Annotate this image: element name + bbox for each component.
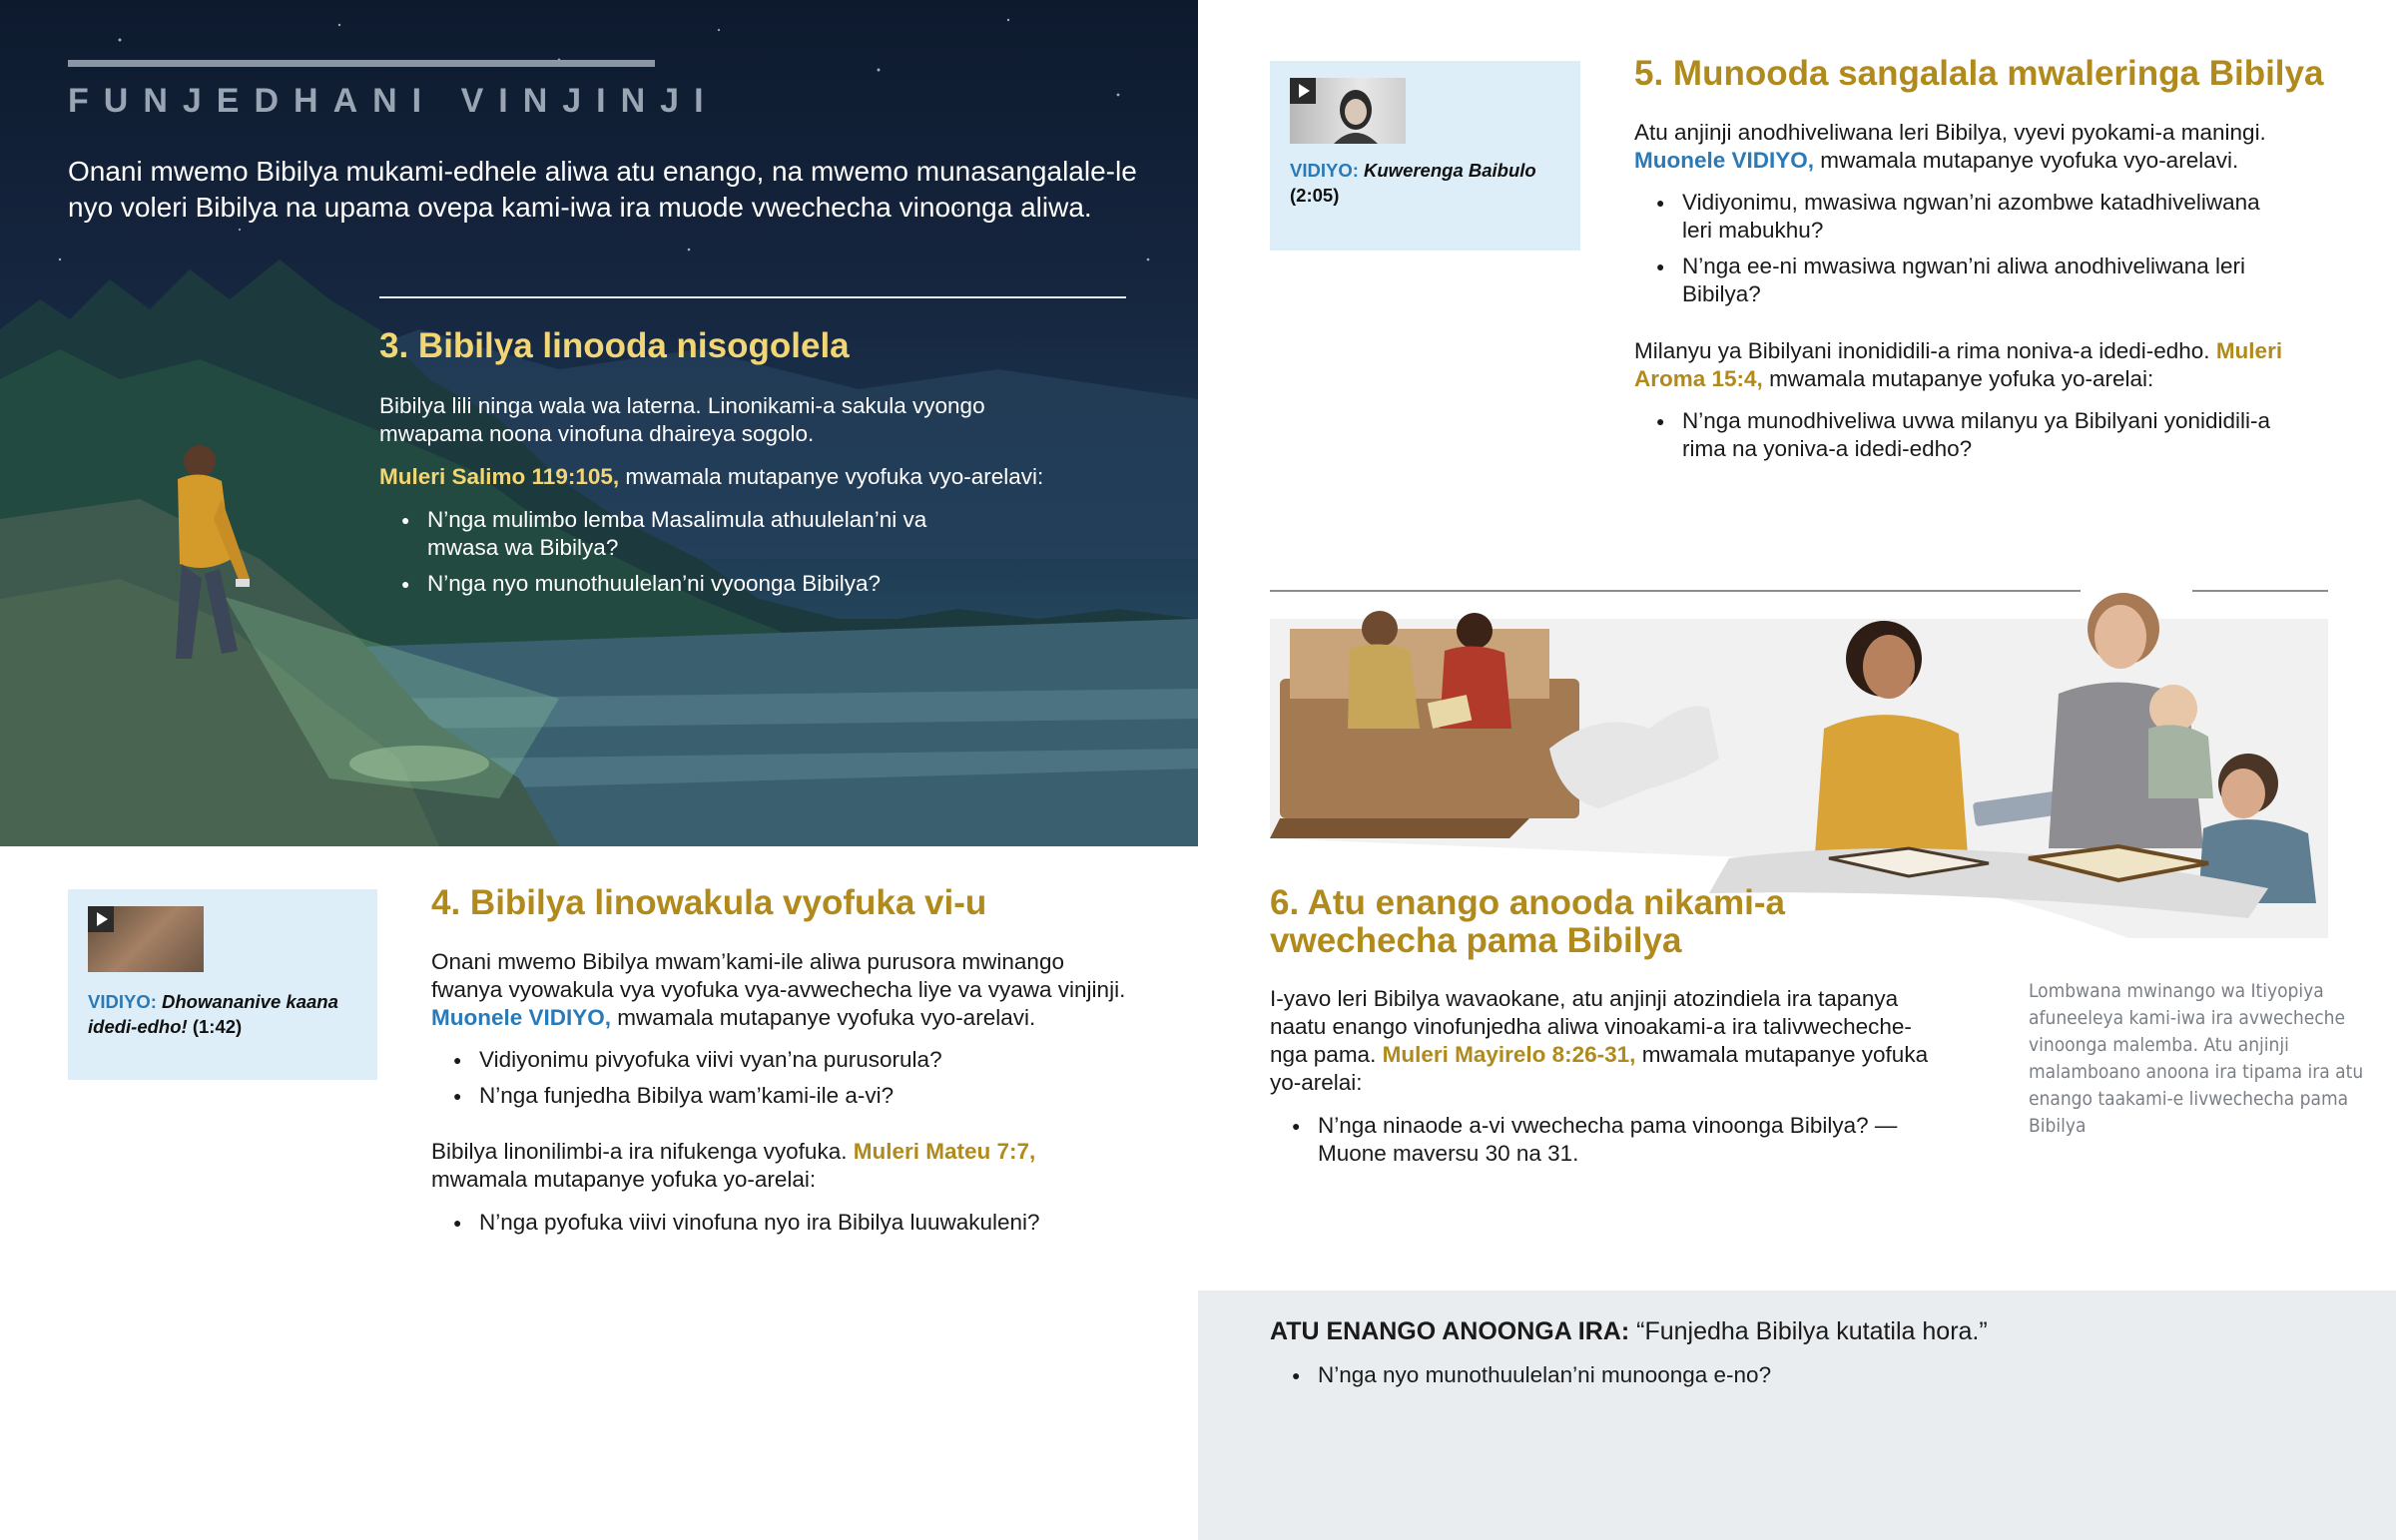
video-box-section-5[interactable] — [1270, 61, 1580, 251]
scripture-reference-link[interactable]: Muleri Salimo 119:105, — [379, 464, 620, 489]
intro-paragraph: Onani mwemo Bibilya mukami-edhele aliwa atu enango, na mwemo munasangalale-le nyo voleri Bibilya na upama ovepa kami-iwa ira muode vwechecha vinoonga aliwa. — [68, 156, 1137, 223]
section-3-reference-line: Muleri Salimo 119:105, mwamala mutapanye vyofuka vyo-arelavi: — [379, 464, 1044, 489]
header-rule — [68, 60, 655, 67]
question-item: ● N’nga munodhiveliwa uvwa milanyu ya Bibilyani yonididili-a rima na yoniva-a idedi-edho? — [1634, 407, 2273, 463]
video-thumbnail[interactable] — [1290, 78, 1406, 144]
section-3-questions — [379, 506, 948, 606]
section-4-questions-2 — [431, 1209, 1130, 1245]
section-kicker: FUNJEDHANI VINJINJI — [68, 82, 719, 120]
section-5-questions-1 — [1634, 189, 2273, 316]
section-5-body-1: Atu anjinji anodhiveliwana leri Bibilya, vyevi pyokami-a maningi. Muonele VIDIYO, mwamala mutapanye vyofuka vyo-arelavi. — [1634, 120, 2266, 173]
section-4-body-1: Onani mwemo Bibilya mwam’kami-ile aliwa purusora mwinango fwanya vyowakula vya vyofuka vya-avwechecha liye va vyawa vinjinji. Muonele VIDIYO, mwamala mutapanye vyofuka vyo-arelavi. — [431, 949, 1126, 1030]
question-item: ● N’nga ee-ni mwasiwa ngwan’ni aliwa anodhiveliwana leri Bibilya? — [1634, 253, 2273, 308]
night-scene-panel — [0, 0, 1198, 846]
section-4-body-2: Bibilya linonilimbi-a ira nifukenga vyofuka. Muleri Mateu 7:7, mwamala mutapanye yofuka yo-arelai: — [431, 1139, 1036, 1192]
video-thumbnail[interactable] — [88, 906, 204, 972]
video-caption: VIDIYO: Dhowananive kaana idedi-edho! (1:42) — [88, 991, 338, 1037]
scripture-reference-link[interactable]: Muleri Mayirelo 8:26-31, — [1382, 1042, 1636, 1067]
section-6-questions — [1270, 1112, 1909, 1176]
video-box-section-4[interactable] — [68, 889, 377, 1080]
summary-box — [1198, 1290, 2396, 1540]
watch-video-link[interactable]: Muonele VIDIYO, — [1634, 148, 1815, 173]
question-item: ● N’nga nyo munothuulelan’ni munoonga e-no? — [1270, 1361, 2348, 1389]
question-item: ● N’nga funjedha Bibilya wam’kami-ile a-vi? — [431, 1082, 1130, 1110]
play-icon[interactable] — [1290, 78, 1316, 104]
summary-questions — [1270, 1361, 2348, 1397]
section-5-title: 5. Munooda sangalala mwaleringa Bibilya — [1634, 54, 2324, 93]
question-item: ● Vidiyonimu pivyofuka viivi vyan’na purusorula? — [431, 1046, 1130, 1074]
watch-video-link[interactable]: Muonele VIDIYO, — [431, 1005, 612, 1030]
question-item: ● N’nga ninaode a-vi vwechecha pama vinoonga Bibilya? —Muone maversu 30 na 31. — [1270, 1112, 1909, 1168]
question-item: ● N’nga pyofuka viivi vinofuna nyo ira Bibilya luuwakuleni? — [431, 1209, 1130, 1237]
scripture-reference-link[interactable]: Muleri Aroma 15:4, — [1634, 338, 2283, 391]
video-caption: VIDIYO: Kuwerenga Baibulo (2:05) — [1290, 160, 1536, 206]
section-5-body-2: Milanyu ya Bibilyani inonididili-a rima noniva-a idedi-edho. Muleri Aroma 15:4, mwamala mutapanye yofuka yo-arelai: — [1634, 338, 2283, 391]
question-item: ● N’nga nyo munothuulelan’ni vyoonga Bibilya? — [379, 570, 948, 598]
illustration-caption: Lombwana mwinango wa Itiyopiya afuneeleya kami-iwa ira avwecheche vinoonga malemba. Atu anjinji malamboano anoona ira tipama ira atu enango taakami-e livwechecha pama Bibilya — [2029, 980, 2364, 1137]
question-item: ● Vidiyonimu, mwasiwa ngwan’ni azombwe katadhiveliwana leri mabukhu? — [1634, 189, 2273, 245]
section-5-questions-2 — [1634, 407, 2273, 471]
section-3-title: 3. Bibilya linooda nisogolela — [379, 326, 850, 365]
section-6-body: I-yavo leri Bibilya wavaokane, atu anjinji atozindiela ira tapanya naatu enango vinofunjedha aliwa vinoakami-a ira talivwecheche-nga pama. Muleri Mayirelo 8:26-31, mwamala mutapanye yofuka yo-arelai: — [1270, 986, 1929, 1095]
section-4-title: 4. Bibilya linowakula vyofuka vi-u — [431, 883, 987, 922]
section-6-title: 6. Atu enango anooda nikami-a vwechecha pama Bibilya — [1270, 883, 1785, 960]
summary-statement: ATU ENANGO ANOONGA IRA: “Funjedha Bibilya kutatila hora.” — [1270, 1317, 1988, 1345]
section-divider — [379, 296, 1126, 298]
scripture-reference-link[interactable]: Muleri Mateu 7:7, — [853, 1139, 1036, 1164]
question-item: ● N’nga mulimbo lemba Masalimula athuulelan’ni va mwasa wa Bibilya? — [379, 506, 948, 562]
section-3-body: Bibilya lili ninga wala wa laterna. Linonikami-a sakula vyongo mwapama noona vinofuna dhaireya sogolo. — [379, 393, 985, 446]
section-4-questions-1 — [431, 1046, 1130, 1118]
play-icon[interactable] — [88, 906, 114, 932]
